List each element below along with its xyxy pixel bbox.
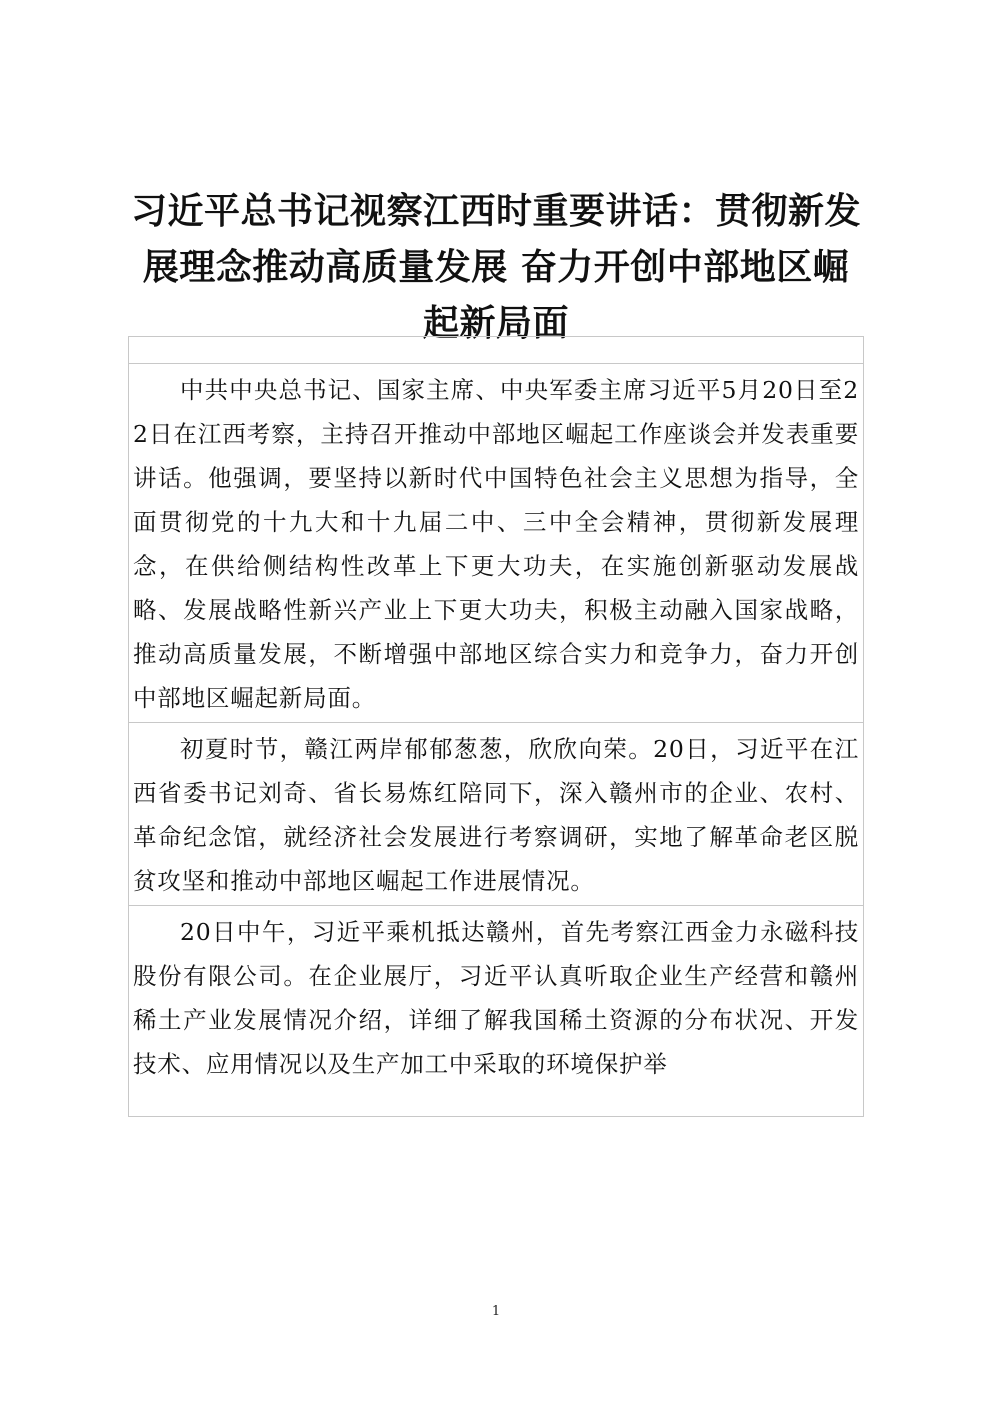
paragraph-1: 中共中央总书记、国家主席、中央军委主席习近平5月20日至22日在江西考察，主持召开推动中部地区崛起工作座谈会并发表重要讲话。他强调，要坚持以新时代中国特色社会主义思想为指导，全面贯彻党的十九大和十九届二中、三中全会精神，贯彻新发展理念，在供给侧结构性改革上下更大功夫，在实施创新驱动发展战略、发展战略性新兴产业上下更大功夫，积极主动融入国家战略，推动高质量发展，不断增强中部地区综合实力和竞争力，奋力开创中部地区崛起新局面。 [133,376,859,712]
table-row [129,364,864,723]
empty-cell [129,337,864,364]
table-header-row [129,337,864,364]
table-row [129,723,864,906]
paragraph-2: 初夏时节，赣江两岸郁郁葱葱，欣欣向荣。20日，习近平在江西省委书记刘奇、省长易炼红陪同下，深入赣州市的企业、农村、革命纪念馆，就经济社会发展进行考察调研，实地了解革命老区脱贫攻坚和推动中部地区崛起工作进展情况。 [133,735,859,895]
table-cell [129,364,864,723]
table-cell [129,723,864,906]
table-row [129,906,864,1117]
content-table [128,336,864,1117]
document-title: 习近平总书记视察江西时重要讲话：贯彻新发展理念推动高质量发展 奋力开创中部地区崛起新局面 [130,191,861,344]
table-cell [129,906,864,1117]
paragraph-3: 20日中午，习近平乘机抵达赣州，首先考察江西金力永磁科技股份有限公司。在企业展厅，习近平认真听取企业生产经营和赣州稀土产业发展情况介绍，详细了解我国稀土资源的分布状况、开发技术、应用情况以及生产加工中采取的环境保护举 [133,918,859,1078]
page-number: 1 [491,1304,501,1319]
